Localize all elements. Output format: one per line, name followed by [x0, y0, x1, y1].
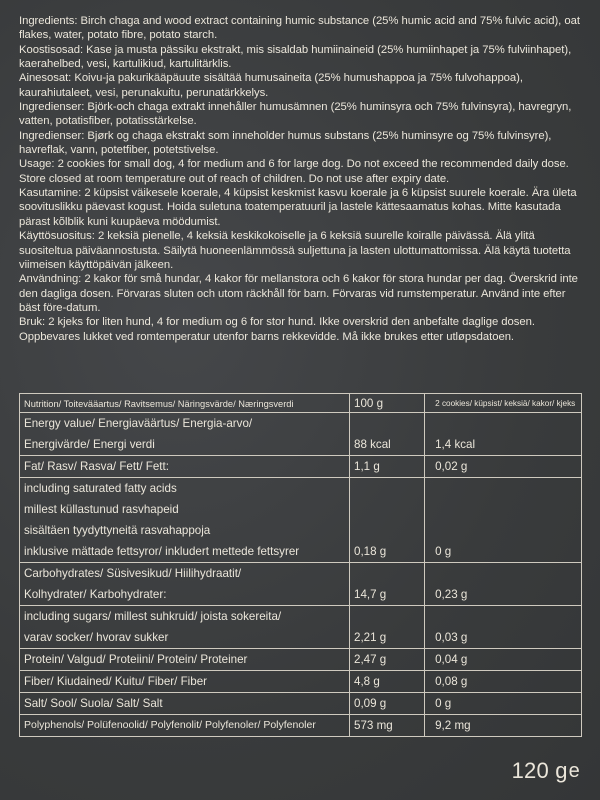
polyphenols-per100: 573 mg — [354, 719, 393, 732]
energy-per-serving: 1,4 kcal — [435, 438, 476, 451]
protein-row — [20, 649, 582, 671]
polyphenols-row — [20, 715, 582, 737]
salt-per-serving: 0 g — [435, 697, 452, 710]
ingredients-no: Ingredienser: Bjørk og chaga ekstrakt som inneholder humus substans (25% huminsyre og 75% fulvinsyre), havreflak, vann, potetfiber, potetstivelse. — [19, 129, 552, 157]
sugars-per100: 2,21 g — [354, 631, 387, 644]
fiber-per100: 4,8 g — [354, 675, 380, 688]
energy-label-line: Energivärde/ Energi verdi — [24, 438, 155, 451]
per-serving-header: 2 cookies/ küpsist/ keksiä/ kakor/ kjeks — [435, 399, 576, 408]
carbs-label-line: Kolhydrater/ Karbohydrater: — [24, 588, 167, 601]
estimated-sign-icon: e — [568, 759, 580, 782]
salt-label: Salt/ Sool/ Suola/ Salt/ Salt — [24, 697, 163, 710]
energy-row — [20, 413, 582, 456]
carbs-row — [20, 563, 582, 606]
usage-en: Usage: 2 cookies for small dog, 4 for medium and 6 for large dog. Do not exceed the recommended daily dose. Store closed at room temperature out of reach of children. Do not use after expiry date. — [19, 158, 569, 185]
salt-per100: 0,09 g — [354, 697, 387, 710]
sugars-label-line: varav socker/ hvorav sukker — [24, 631, 169, 644]
saturated-per-serving: 0 g — [435, 545, 452, 558]
fat-label: Fat/ Rasv/ Rasva/ Fett/ Fett: — [24, 460, 169, 473]
ingredients-sv: Ingredienser: Björk-och chaga extrakt innehåller humusämnen (25% huminsyra och 75% fulvinsyra), havregryn, vatten, potatisfiber, potatisstärkelse. — [19, 101, 572, 128]
fiber-per-serving: 0,08 g — [435, 675, 468, 688]
energy-label-line: Energy value/ Energiaväärtus/ Energia-arvo/ — [24, 417, 253, 430]
saturated-label-line: millest küllastunud rasvhapeid — [24, 503, 179, 516]
saturated-per100: 0,18 g — [354, 545, 387, 558]
per-100g-header: 100 g — [354, 397, 384, 410]
fiber-label: Fiber/ Kiudained/ Kuitu/ Fiber/ Fiber — [24, 675, 208, 688]
saturated-row — [20, 478, 582, 563]
fat-row — [20, 456, 582, 478]
polyphenols-label: Polyphenols/ Polüfenoolid/ Polyfenolit/ Polyfenoler/ Polyfenoler — [24, 719, 316, 731]
carbs-label-line: Carbohydrates/ Süsivesikud/ Hiilihydraatit/ — [24, 567, 242, 580]
usage-et: Kasutamine: 2 küpsist väikesele koerale, 4 küpsist keskmist kasvu koerale ja 6 küpsist suurele koerale. Ära ületa soovituslikku päevast kogust. Hoida suletuna toatemperatuuril ja lastele kättesaamatus kohas. Mitte kasutada pärast kõlblik kuni kuupäeva möödumist. — [19, 187, 577, 228]
ingredients-fi: Ainesosat: Koivu-ja pakurikääpäuute sisältää humusaineita (25% humushappoa ja 75% fulvohappoa), kaurahiutaleet, vesi, perunakuitu, perunatärkkelys. — [19, 72, 523, 99]
fat-per100: 1,1 g — [354, 460, 380, 473]
carbs-per100: 14,7 g — [354, 588, 387, 601]
saturated-label-line: sisältäen tyydyttyneitä rasvahappoja — [24, 524, 211, 537]
protein-per100: 2,47 g — [354, 653, 387, 666]
ingredients-text — [19, 14, 585, 344]
nutrition-header-label: Nutrition/ Toitevääartus/ Ravitsemus/ Näringsvärde/ Næringsverdi — [24, 399, 294, 409]
net-weight-value: 120 g — [511, 758, 568, 783]
nutrition-table — [19, 393, 582, 737]
sugars-per-serving: 0,03 g — [435, 631, 468, 644]
fiber-row — [20, 671, 582, 693]
carbs-per-serving: 0,23 g — [435, 588, 468, 601]
fat-per-serving: 0,02 g — [435, 460, 468, 473]
sugars-row — [20, 606, 582, 649]
nutrition-header-row — [20, 394, 582, 413]
saturated-label-line: including saturated fatty acids — [24, 482, 177, 495]
protein-label: Protein/ Valgud/ Proteiini/ Protein/ Proteiner — [24, 653, 248, 666]
sugars-label-line: including sugars/ millest suhkruid/ joista sokereita/ — [24, 610, 282, 623]
usage-sv: Användning: 2 kakor för små hundar, 4 kakor för mellanstora och 6 kakor för stora hundar per dag. Överskrid inte den dagliga dosen. Förvaras sluten och utom räckhåll för barn. Förvaras vid rumstemperatur. Använd inte efter bäst före-datum. — [19, 273, 578, 314]
polyphenols-per-serving: 9,2 mg — [435, 719, 471, 732]
salt-row — [20, 693, 582, 715]
usage-no: Bruk: 2 kjeks for liten hund, 4 for medium og 6 for stor hund. Ikke overskrid den anbefalte daglige dosen. Oppbevares lukket ved romtemperatur utenfor barns rekkevidde. Må ikke brukes etter utløpsdatoen. — [19, 316, 535, 343]
energy-per100: 88 kcal — [354, 438, 391, 451]
saturated-label-line: inklusive mättade fettsyror/ inkludert mettede fettsyrer — [24, 545, 300, 558]
net-weight — [512, 758, 580, 784]
protein-per-serving: 0,04 g — [435, 653, 468, 666]
usage-fi: Käyttösuositus: 2 keksiä pienelle, 4 keksiä keskikokoiselle ja 6 keksiä suurelle koiralle päivässä. Älä ylitä suositeltua päiväannostusta. Säilytä huoneenlämmössä suljettuna ja lasten ulottumattomissa. Älä käytä tuotetta viimeisen käyttöpäivän jälkeen. — [19, 230, 571, 271]
ingredients-en: Ingredients: Birch chaga and wood extract containing humic substance (25% humic acid and 75% fulvic acid), oat flakes, water, potato fibre, potato starch. — [19, 15, 580, 42]
ingredients-et: Koostisosad: Kase ja musta pässiku ekstrakt, mis sisaldab humiinaineid (25% humiinhapet ja 75% fulviinhapet), kaerahelbed, vesi, kartulikiud, kartulitärklis. — [19, 43, 572, 71]
